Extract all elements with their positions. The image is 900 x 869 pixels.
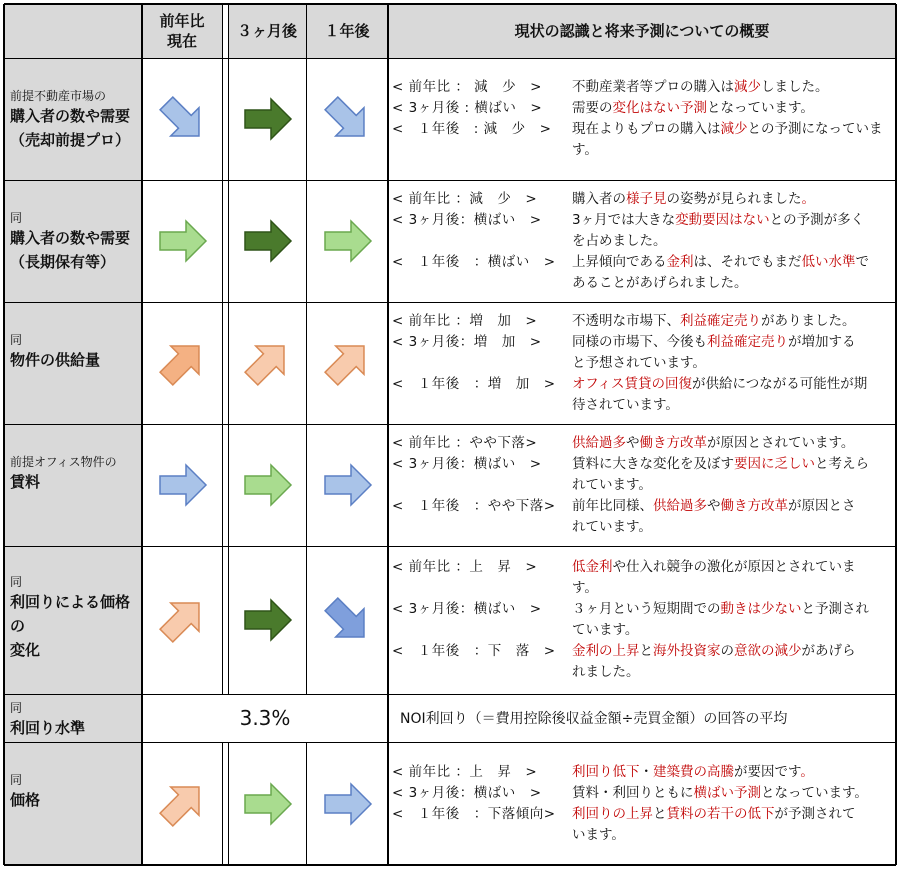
grid-line-h <box>4 302 896 303</box>
plain-text: が要因です <box>734 764 801 780</box>
plain-text: す。 <box>572 142 598 158</box>
period-label: < 3ヶ月後 : 横ばい > <box>392 100 543 116</box>
grid-line-v <box>222 742 223 865</box>
highlight-text: 供給過多 <box>653 498 707 514</box>
highlight-text: 利益確定売り <box>680 313 761 329</box>
description-text <box>572 620 638 641</box>
description-text <box>572 454 869 475</box>
highlight-text: 要因に乏しい <box>734 456 815 472</box>
highlight-text: 供給過多 <box>572 435 626 451</box>
plain-text: となっています。 <box>761 785 868 801</box>
highlight-text: 賃料の若干の低下 <box>666 806 775 822</box>
plain-text: と予測され <box>801 601 869 617</box>
row-rent-label <box>4 424 142 546</box>
row-prefix: 同 <box>10 211 23 225</box>
header-summary: 現状の認識と将来予測についての概要 <box>388 4 896 58</box>
plain-text: の姿勢が見られました <box>666 191 802 207</box>
description-line <box>392 77 896 98</box>
description-text <box>572 353 706 374</box>
description-line <box>392 557 896 578</box>
highlight-text: 意欲の減少 <box>734 643 802 659</box>
plain-text: 3ヶ月では大きな <box>572 212 676 228</box>
arrow-down-right-icon <box>317 590 377 650</box>
1year-arrow-cell <box>306 58 388 180</box>
period-label: < 前年比 ：上 昇 > <box>392 764 538 780</box>
arrow-down-right-icon <box>152 89 212 149</box>
description-text <box>572 825 625 846</box>
arrow-right-icon <box>237 590 297 650</box>
plain-text: があげら <box>801 643 856 659</box>
period-label: < １年後 ：増 加 > <box>392 376 556 392</box>
plain-text: が原因とされています。 <box>707 435 855 451</box>
grid-line-h <box>4 3 896 5</box>
description-text <box>572 77 829 98</box>
description-text <box>572 119 883 140</box>
highlight-text: 様子見 <box>626 191 667 207</box>
plain-text: が供給につながる可能性が期 <box>692 376 868 392</box>
description-text <box>572 189 815 210</box>
highlight-text: オフィス賃貸の回復 <box>572 376 693 392</box>
grid-line-h <box>4 864 896 866</box>
description-text <box>572 433 854 454</box>
highlight-text: 減少 <box>734 79 761 95</box>
plain-text: や <box>707 498 721 514</box>
period-label: < 3ヶ月後：増 加 > <box>392 334 542 350</box>
grid-line-v <box>306 742 307 865</box>
description-text <box>572 273 748 294</box>
highlight-text: 。 <box>801 191 815 207</box>
plain-text: の <box>720 643 734 659</box>
grid-line-h <box>4 742 896 743</box>
yoy-arrow-cell <box>142 546 222 694</box>
plain-text: 賃料に大きな変化を及ぼす <box>572 456 734 472</box>
description-line <box>392 762 896 783</box>
plain-text: れています。 <box>572 519 652 535</box>
description-line <box>392 311 896 332</box>
row-buyers-longterm-label <box>4 180 142 302</box>
row-supply-label <box>4 302 142 424</box>
description-text <box>572 395 679 416</box>
description-text <box>572 762 814 783</box>
1year-arrow-cell <box>306 180 388 302</box>
plain-text: 上昇傾向である <box>572 254 667 270</box>
description-text <box>572 599 869 620</box>
row-yield-price-label <box>4 546 142 694</box>
grid-line-v <box>228 4 229 694</box>
plain-text: との予測が多く <box>769 212 865 228</box>
description-line <box>392 783 896 804</box>
yield-note: NOI利回り（＝費用控除後収益金額÷売買金額）の回答の平均 <box>400 711 788 727</box>
3month-arrow-cell <box>228 180 306 302</box>
period-label: < 前年比 ：増 加 > <box>392 313 538 329</box>
row-prefix: 同 <box>10 773 23 787</box>
description-line <box>392 433 896 454</box>
header-3month: ３ヶ月後 <box>228 4 306 58</box>
highlight-text: 低い水準 <box>801 254 856 270</box>
row-prefix: 同 <box>10 575 23 589</box>
arrow-up-right-icon <box>317 333 377 393</box>
highlight-text: 金利 <box>666 254 694 270</box>
row-price-label <box>4 742 142 865</box>
plain-text: で <box>855 254 869 270</box>
highlight-text: 利回り低下 <box>572 764 640 780</box>
arrow-right-icon <box>152 211 212 271</box>
plain-text: は、それでもまだ <box>693 254 802 270</box>
grid-line-v <box>3 4 5 865</box>
arrow-up-right-icon <box>152 774 212 834</box>
plain-text: との予測になっていま <box>747 121 883 137</box>
highlight-text: 変化はない予測 <box>612 100 707 116</box>
grid-line-v <box>387 4 389 865</box>
description-line <box>392 578 896 599</box>
grid-line-v <box>895 4 897 865</box>
period-label: < 前年比 ：上 昇 > <box>392 559 538 575</box>
highlight-text: 動きは少ない <box>720 601 802 617</box>
plain-text: 待されています。 <box>572 397 679 413</box>
3month-arrow-cell <box>228 424 306 546</box>
highlight-text: 変動要因はない <box>675 212 770 228</box>
arrow-up-right-icon <box>152 333 212 393</box>
plain-text: と <box>653 806 667 822</box>
row-prefix: 同 <box>10 333 23 347</box>
description-text <box>572 804 856 825</box>
description-line <box>392 395 896 416</box>
description-line <box>392 273 896 294</box>
yoy-arrow-cell <box>142 58 222 180</box>
highlight-text: 働き方改革 <box>639 435 707 451</box>
period-label: < 前年比 ：減 少 > <box>392 191 538 207</box>
description-text <box>572 231 667 252</box>
grid-line-h <box>4 58 896 59</box>
row-title: 購入者の数や需要 （売却前提プロ） <box>10 107 131 149</box>
3month-arrow-cell <box>228 58 306 180</box>
yoy-arrow-cell <box>142 302 222 424</box>
plain-text: す。 <box>572 580 598 596</box>
grid-line-v <box>141 4 143 865</box>
description-line <box>392 662 896 683</box>
row-description <box>388 424 896 546</box>
plain-text: と <box>639 643 653 659</box>
plain-text: と考えら <box>815 456 869 472</box>
period-label: < １年後 ：横ばい > <box>392 254 556 270</box>
description-line <box>392 374 896 395</box>
description-line <box>392 140 896 161</box>
plain-text: います。 <box>572 827 625 843</box>
plain-text: 購入者の <box>572 191 626 207</box>
description-line <box>392 210 896 231</box>
period-label: < 3ヶ月後：横ばい > <box>392 212 542 228</box>
description-line <box>392 475 896 496</box>
row-description <box>388 302 896 424</box>
description-text <box>572 210 864 231</box>
highlight-text: 金利の上昇 <box>572 643 640 659</box>
1year-arrow-cell <box>306 302 388 424</box>
1year-arrow-cell <box>306 742 388 865</box>
description-text <box>572 374 867 395</box>
arrow-right-icon <box>317 211 377 271</box>
description-text <box>572 311 856 332</box>
row-title: 物件の供給量 <box>10 351 101 369</box>
description-line <box>392 825 896 846</box>
description-text <box>572 496 856 517</box>
description-line <box>392 231 896 252</box>
arrow-up-right-icon <box>152 590 212 650</box>
description-line <box>392 119 896 140</box>
row-title: 利回り水準 <box>10 719 86 737</box>
arrow-right-icon <box>237 774 297 834</box>
plain-text: 前年比同様、 <box>572 498 653 514</box>
highlight-text: 利回りの上昇 <box>572 806 653 822</box>
yoy-arrow-cell <box>142 424 222 546</box>
arrow-right-icon <box>317 455 377 515</box>
period-label: < １年後 ：やや下落> <box>392 498 556 514</box>
row-prefix: 同 <box>10 701 23 715</box>
description-line <box>392 454 896 475</box>
description-text <box>572 517 652 538</box>
highlight-text: 海外投資家 <box>653 643 721 659</box>
period-label: < １年後 : 減 少 > <box>392 121 552 137</box>
plain-text: 不動産業者等プロの購入は <box>572 79 734 95</box>
description-line <box>392 98 896 119</box>
description-text <box>572 557 856 578</box>
plain-text: となっています。 <box>707 100 814 116</box>
description-text <box>572 641 856 662</box>
plain-text: 不透明な市場下、 <box>572 313 680 329</box>
row-description <box>388 742 896 865</box>
row-buyers-resale-label <box>4 58 142 180</box>
arrow-right-icon <box>237 455 297 515</box>
plain-text: と予想されています。 <box>572 355 706 371</box>
arrow-up-right-icon <box>237 333 297 393</box>
plain-text: 同様の市場下、今後も <box>572 334 707 350</box>
grid-line-v <box>306 4 307 694</box>
description-line <box>392 804 896 825</box>
grid-line-h <box>4 546 896 547</box>
description-text <box>572 662 640 683</box>
description-line <box>392 641 896 662</box>
plain-text: れています。 <box>572 477 652 493</box>
arrow-right-icon <box>237 89 297 149</box>
description-line <box>392 496 896 517</box>
header-yoy: 前年比 現在 <box>142 4 222 58</box>
plain-text: がありました。 <box>761 313 856 329</box>
plain-text: ・ <box>639 764 653 780</box>
plain-text: や仕入れ競争の激化が原因とされていま <box>612 559 856 575</box>
description-line <box>392 353 896 374</box>
highlight-text: 。 <box>800 764 814 780</box>
period-label: < １年後 ：下落傾向> <box>392 806 556 822</box>
highlight-text: 減少 <box>720 121 748 137</box>
row-yield-level-label <box>4 694 142 742</box>
3month-arrow-cell <box>228 546 306 694</box>
plain-text: が原因とさ <box>788 498 856 514</box>
header-blank <box>4 4 142 58</box>
plain-text: 賃料・利回りともに <box>572 785 694 801</box>
1year-arrow-cell <box>306 424 388 546</box>
description-text <box>572 475 652 496</box>
description-text <box>572 332 856 353</box>
period-label: < 3ヶ月後：横ばい > <box>392 456 542 472</box>
description-text <box>572 578 598 599</box>
highlight-text: 利益確定売り <box>707 334 788 350</box>
plain-text: ３ヶ月という短期間での <box>572 601 721 617</box>
arrow-down-right-icon <box>317 89 377 149</box>
description-text <box>572 140 598 161</box>
description-line <box>392 189 896 210</box>
plain-text: ています。 <box>572 622 639 638</box>
description-line <box>392 332 896 353</box>
arrow-right-icon <box>317 774 377 834</box>
period-label: < １年後 ：下 落 > <box>392 643 556 659</box>
plain-text: を占めました。 <box>572 233 667 249</box>
row-description <box>388 546 896 694</box>
grid-line-v <box>228 742 229 865</box>
row-description <box>388 180 896 302</box>
row-prefix: 前提不動産市場の <box>10 89 107 103</box>
grid-line-v <box>222 4 223 694</box>
header-1year: １年後 <box>306 4 388 58</box>
period-label: < 3ヶ月後：横ばい > <box>392 601 542 617</box>
plain-text: が増加する <box>788 334 856 350</box>
description-line <box>392 252 896 273</box>
plain-text: 現在よりもプロの購入は <box>572 121 721 137</box>
period-label: < 前年比 ：やや下落> <box>392 435 538 451</box>
description-text <box>572 783 868 804</box>
description-line <box>392 599 896 620</box>
yield-percent: 3.3% <box>142 694 388 742</box>
highlight-text: 建築費の高騰 <box>653 764 734 780</box>
3month-arrow-cell <box>228 302 306 424</box>
plain-text: れました。 <box>572 664 640 680</box>
highlight-text: 働き方改革 <box>720 498 788 514</box>
row-description <box>388 58 896 180</box>
period-label: < 前年比 ： 減 少 > <box>392 79 542 95</box>
description-text <box>572 252 869 273</box>
yoy-arrow-cell <box>142 180 222 302</box>
period-label: < 3ヶ月後：横ばい > <box>392 785 542 801</box>
row-title: 賃料 <box>10 473 41 491</box>
highlight-text: 横ばい予測 <box>693 785 761 801</box>
arrow-right-icon <box>237 211 297 271</box>
grid-line-h <box>4 424 896 425</box>
grid-line-h <box>4 180 896 181</box>
row-prefix: 前提オフィス物件の <box>10 455 117 469</box>
plain-text: 需要の <box>572 100 613 116</box>
plain-text: や <box>626 435 640 451</box>
3month-arrow-cell <box>228 742 306 865</box>
row-title: 利回りによる価格の 変化 <box>10 593 131 659</box>
plain-text: しました。 <box>761 79 829 95</box>
grid-line-h <box>4 694 896 695</box>
plain-text: が予測されて <box>774 806 856 822</box>
yoy-arrow-cell <box>142 742 222 865</box>
row-title: 価格 <box>10 791 41 809</box>
row-title: 購入者の数や需要 （長期保有等） <box>10 229 131 271</box>
description-text <box>572 98 814 119</box>
arrow-right-icon <box>152 455 212 515</box>
description-line <box>392 517 896 538</box>
1year-arrow-cell <box>306 546 388 694</box>
highlight-text: 低金利 <box>572 559 613 575</box>
plain-text: あることがあげられました。 <box>572 275 748 291</box>
description-line <box>392 620 896 641</box>
